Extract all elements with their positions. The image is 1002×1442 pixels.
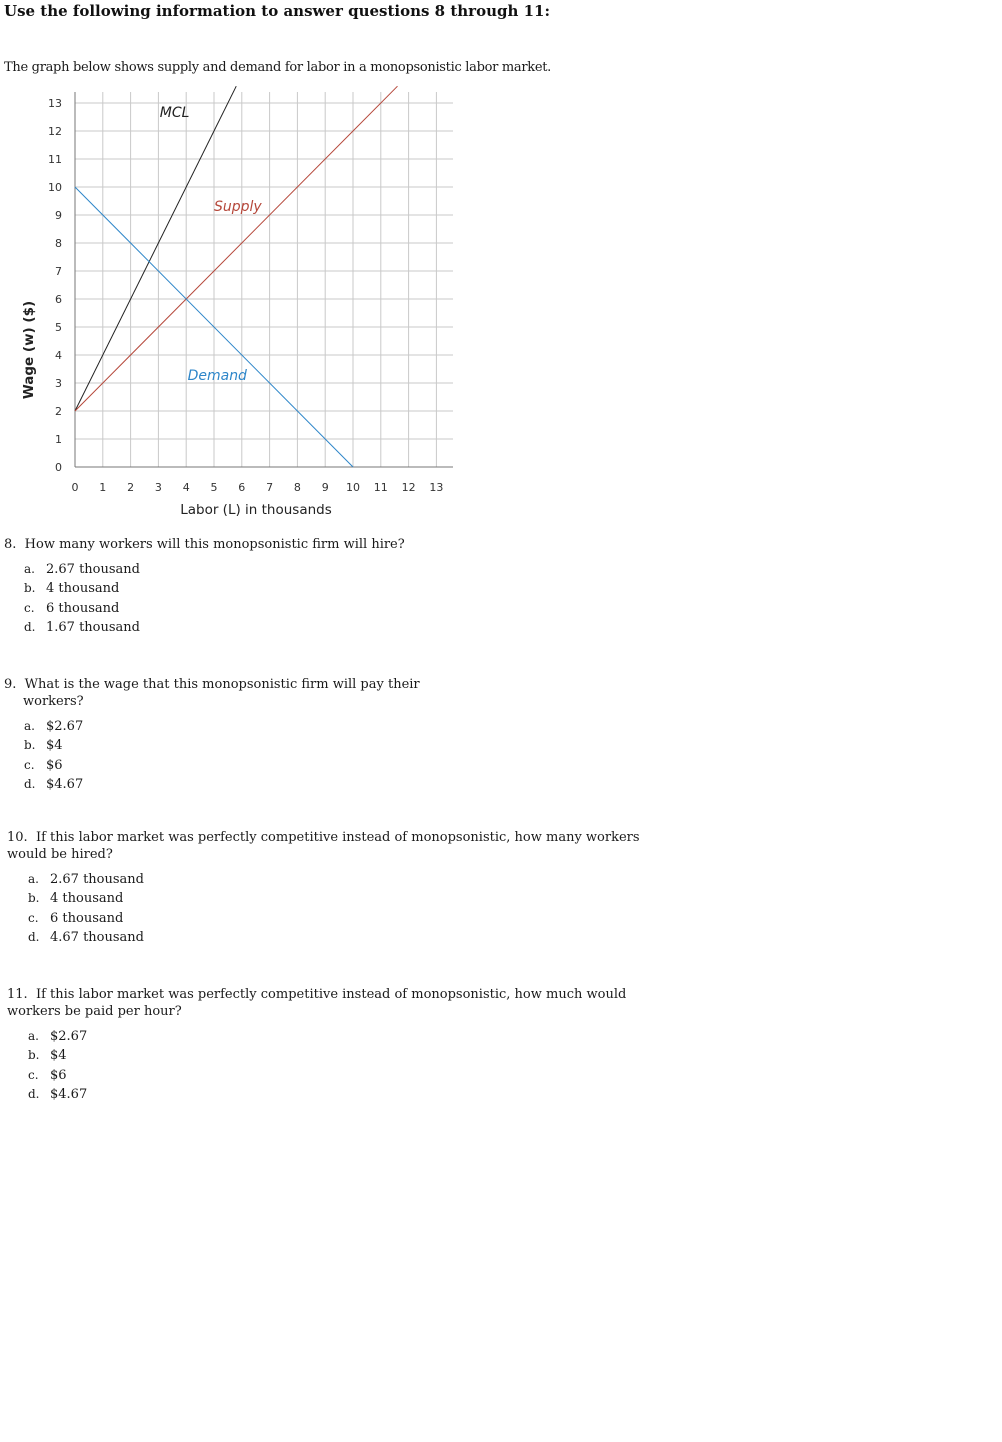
question-9: [4, 676, 420, 794]
option-b: b. 4 thousand: [28, 891, 124, 907]
option-b: b. 4 thousand: [24, 581, 120, 597]
option-a: a. 2.67 thousand: [24, 562, 140, 577]
demand-label: Demand: [187, 368, 247, 385]
y-tick-label: 9: [55, 209, 62, 222]
mcl-label: MCL: [159, 105, 190, 121]
y-tick-label: 10: [48, 181, 62, 194]
x-tick-label: 6: [238, 481, 246, 494]
x-tick-label: 12: [401, 481, 416, 494]
x-tick-label: 3: [154, 481, 162, 494]
option-d: d. $4.67: [24, 776, 84, 792]
option-c: c. 6 thousand: [28, 910, 124, 926]
y-tick-label: 11: [48, 153, 62, 166]
option-a: a. 2.67 thousand: [28, 872, 144, 887]
y-tick-labels: [48, 97, 62, 474]
y-tick-label: 8: [55, 237, 62, 250]
question-number: 8.: [4, 537, 17, 552]
x-tick-label: 11: [373, 481, 388, 494]
question-text: How many workers will this monopsonistic firm will hire?: [24, 537, 405, 552]
option-d: d. $4.67: [28, 1086, 88, 1102]
question-number: 10.: [7, 830, 28, 845]
question-number: 11.: [7, 987, 28, 1002]
option-b: b. $4: [28, 1048, 67, 1064]
intro-text: The graph below shows supply and demand for labor in a monopsonistic labor market.: [4, 60, 551, 75]
question-text-line1: If this labor market was perfectly competitive instead of monopsonistic, how many workers: [35, 830, 640, 845]
x-tick-label: 10: [346, 481, 360, 494]
y-tick-label: 2: [55, 405, 62, 418]
question-text-line1: What is the wage that this monopsonistic firm will pay their: [24, 677, 420, 692]
question-text-line2: workers?: [23, 694, 84, 709]
x-tick-label: 5: [210, 481, 218, 494]
x-tick-label: 8: [293, 481, 301, 494]
option-c: c. 6 thousand: [24, 600, 120, 616]
x-tick-labels: [72, 481, 444, 494]
supply-line: [75, 86, 397, 411]
option-b: b. $4: [24, 738, 63, 754]
mcl-line: [75, 86, 236, 411]
question-10: [7, 829, 640, 947]
chart-curve-labels: [160, 105, 263, 384]
y-tick-label: 12: [48, 125, 62, 138]
x-tick-label: 13: [429, 481, 444, 494]
y-tick-label: 4: [55, 349, 62, 362]
x-axis-label: Labor (L) in thousands: [180, 502, 332, 518]
x-tick-label: 9: [321, 481, 329, 494]
y-tick-label: 6: [55, 293, 62, 306]
question-text-line2: would be hired?: [7, 847, 113, 862]
y-tick-label: 1: [55, 433, 62, 446]
question-11: [7, 986, 626, 1104]
question-8: [4, 536, 405, 637]
y-axis-label: Wage (w) ($): [21, 300, 37, 400]
y-tick-label: 7: [55, 265, 62, 278]
x-tick-label: 7: [266, 481, 274, 494]
option-c: c. $6: [24, 757, 63, 773]
x-tick-label: 2: [127, 481, 135, 494]
labor-market-chart: [0, 84, 470, 524]
y-tick-label: 3: [55, 377, 62, 390]
option-a: a. $2.67: [24, 719, 84, 734]
option-d: d. 4.67 thousand: [28, 929, 144, 945]
y-tick-label: 5: [55, 321, 62, 334]
chart-lines: [75, 86, 397, 467]
worksheet-heading: Use the following information to answer questions 8 through 11:: [4, 2, 551, 20]
x-tick-label: 1: [99, 481, 107, 494]
question-number: 9.: [4, 677, 17, 692]
y-tick-label: 0: [55, 461, 62, 474]
question-text-line1: If this labor market was perfectly competitive instead of monopsonistic, how much would: [35, 987, 627, 1002]
supply-label: Supply: [214, 198, 262, 215]
option-d: d. 1.67 thousand: [24, 619, 140, 635]
chart-grid: [75, 92, 453, 467]
option-a: a. $2.67: [28, 1029, 88, 1044]
y-tick-label: 13: [48, 97, 62, 110]
x-tick-label: 4: [182, 481, 190, 494]
option-c: c. $6: [28, 1067, 67, 1083]
x-tick-label: 0: [71, 481, 79, 494]
question-text-line2: workers be paid per hour?: [7, 1004, 182, 1019]
